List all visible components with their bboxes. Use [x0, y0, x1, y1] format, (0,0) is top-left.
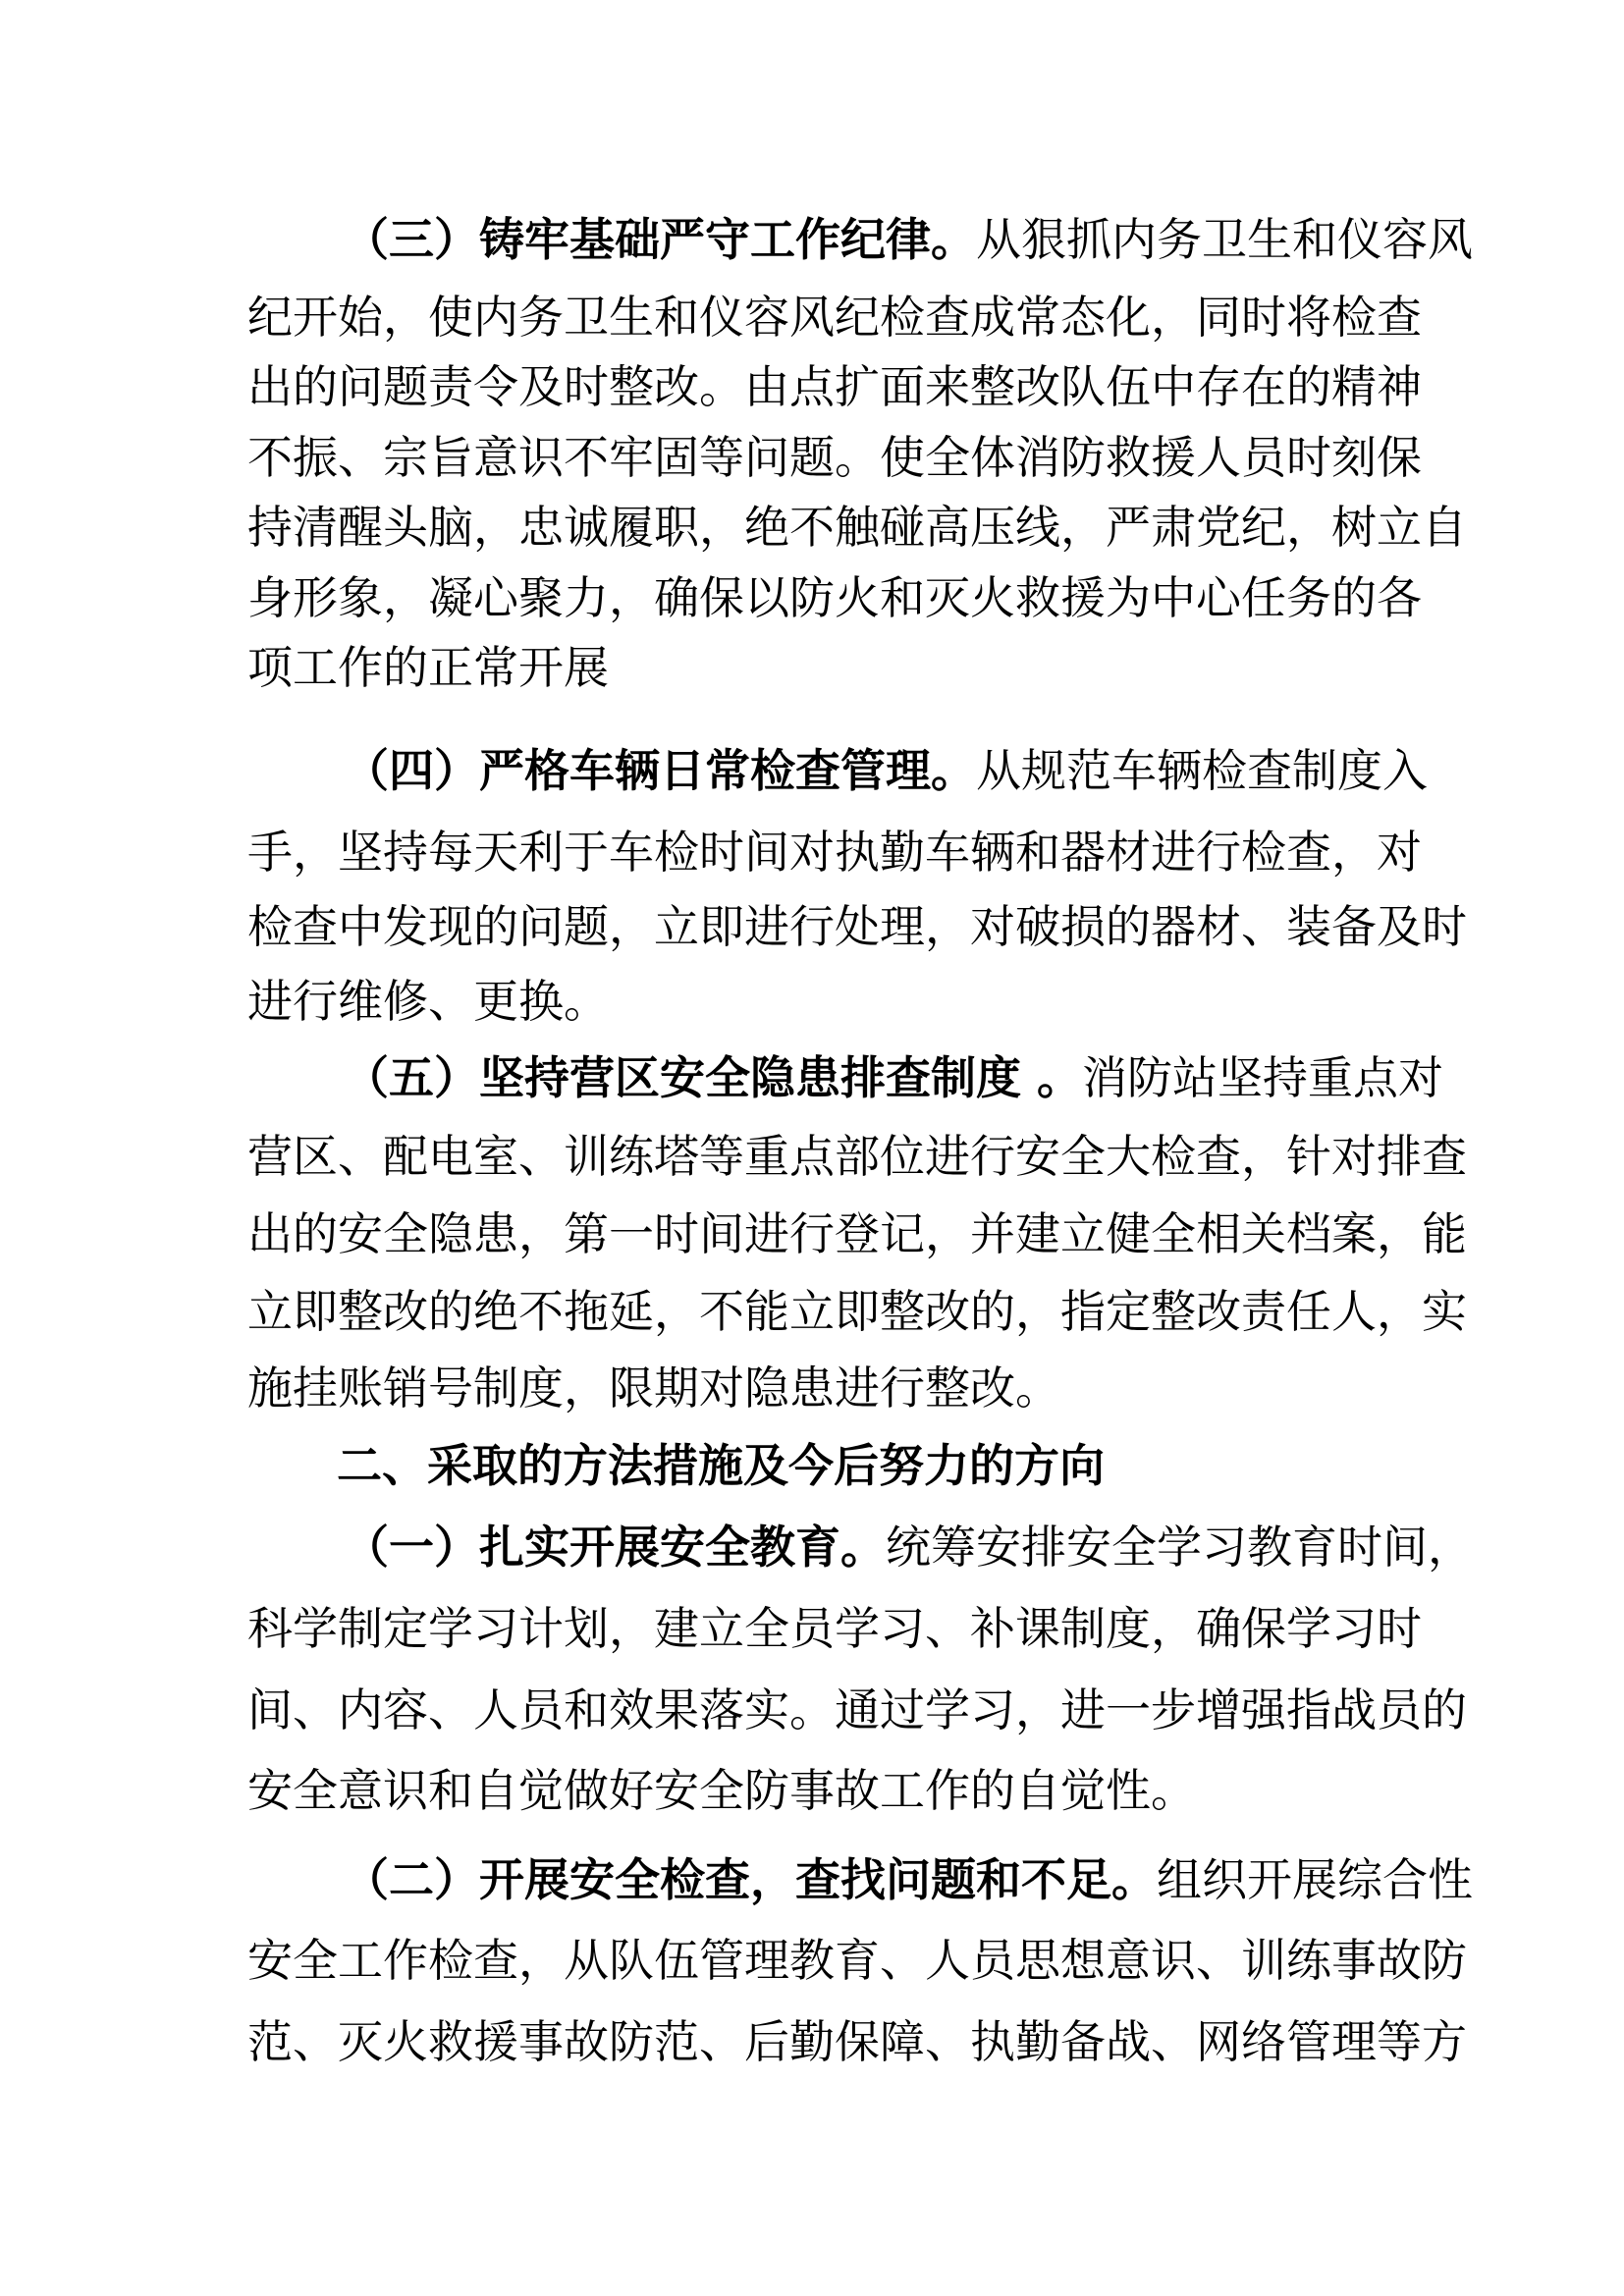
paragraph-lead: （二）开展安全检查，查找问题和不足。: [344, 1853, 1157, 1906]
paragraph-line: 持清醒头脑，忠诚履职，绝不触碰高压线，严肃党纪，树立自: [247, 501, 1467, 554]
paragraph-lead: （五）坚持营区安全隐患排查制度 。: [344, 1051, 1083, 1104]
paragraph-line: 营区、配电室、训练塔等重点部位进行安全大检查，针对排查: [247, 1130, 1467, 1183]
paragraph-line: [344, 1518, 1473, 1576]
paragraph-line: [344, 741, 1428, 800]
paragraph-text: 统筹安排安全学习教育时间，: [886, 1521, 1473, 1574]
section-heading-text: 二、采取的方法措施及今后努力的方向: [337, 1439, 1105, 1492]
paragraph-text: 组织开展综合性: [1157, 1853, 1473, 1906]
paragraph-line: [344, 1048, 1444, 1107]
paragraph-line: 不振、宗旨意识不牢固等问题。使全体消防救援人员时刻保: [247, 431, 1422, 484]
paragraph-line: 纪开始，使内务卫生和仪容风纪检查成常态化，同时将检查: [247, 291, 1422, 344]
paragraph-line: 科学制定学习计划，建立全员学习、补课制度，确保学习时: [247, 1602, 1422, 1655]
paragraph-text: 消防站坚持重点对: [1082, 1051, 1444, 1104]
paragraph-line: 范、灭火救援事故防范、后勤保障、执勤备战、网络管理等方: [247, 2015, 1467, 2068]
paragraph-lead: （四）严格车辆日常检查管理。: [344, 744, 976, 797]
paragraph-line: 项工作的正常开展: [247, 641, 609, 694]
paragraph-line: 间、内容、人员和效果落实。通过学习，进一步增强指战员的: [247, 1683, 1467, 1736]
paragraph-line: [344, 1850, 1473, 1909]
paragraph-line: 立即整改的绝不拖延，不能立即整改的，指定整改责任人，实: [247, 1285, 1467, 1338]
paragraph-line: 安全意识和自觉做好安全防事故工作的自觉性。: [247, 1764, 1196, 1817]
paragraph-line: 检查中发现的问题，立即进行处理，对破损的器材、装备及时: [247, 900, 1467, 953]
paragraph-line: 出的安全隐患，第一时间进行登记，并建立健全相关档案，能: [247, 1207, 1467, 1260]
paragraph-line: 手，坚持每天利于车检时间对执勤车辆和器材进行检查，对: [247, 826, 1422, 879]
paragraph-lead: （一）扎实开展安全教育。: [344, 1521, 886, 1574]
paragraph-line: 身形象，凝心聚力，确保以防火和灭火救援为中心任务的各: [247, 571, 1422, 624]
paragraph-line: 出的问题责令及时整改。由点扩面来整改队伍中存在的精神: [247, 360, 1422, 413]
paragraph-text: 从狠抓内务卫生和仪容风: [976, 213, 1473, 266]
paragraph-line: 安全工作检查，从队伍管理教育、人员思想意识、训练事故防: [247, 1934, 1467, 1987]
paragraph-text: 从规范车辆检查制度入: [976, 744, 1428, 797]
paragraph-line: 进行维修、更换。: [247, 975, 609, 1028]
paragraph-lead: （三）铸牢基础严守工作纪律。: [344, 213, 976, 266]
paragraph-line: 施挂账销号制度，限期对隐患进行整改。: [247, 1362, 1060, 1415]
section-heading: [337, 1436, 1380, 1495]
paragraph-line: [344, 210, 1473, 269]
